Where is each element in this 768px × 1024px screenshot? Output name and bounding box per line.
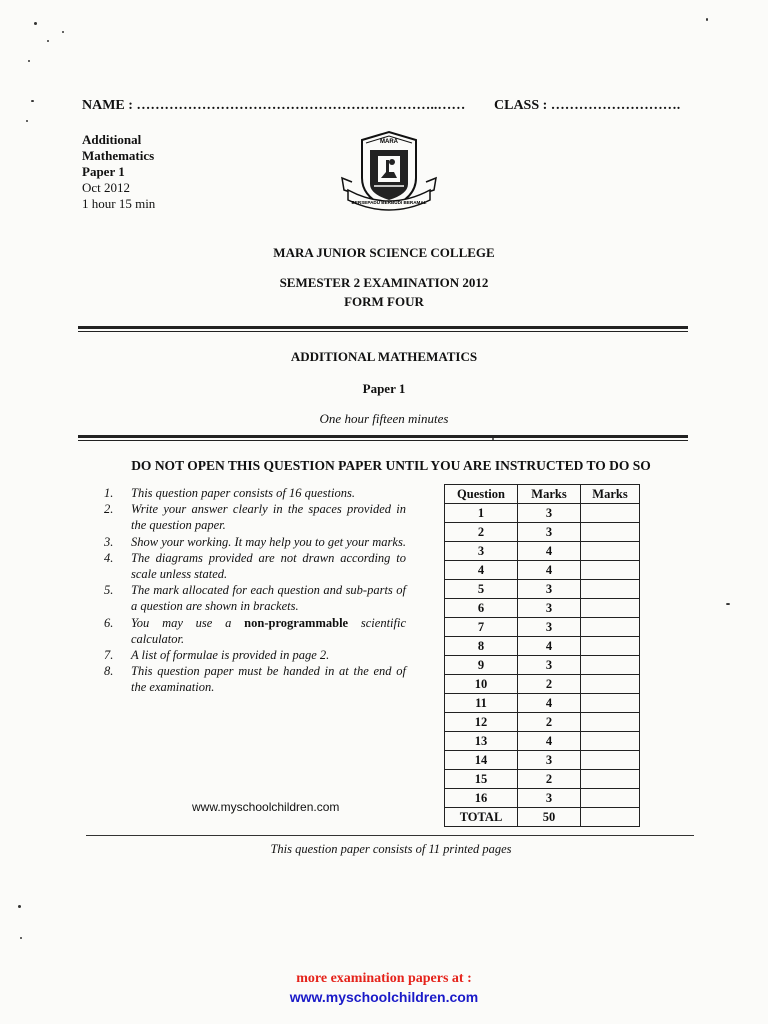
instruction-item (104, 582, 406, 614)
obtained-marks-cell[interactable] (581, 675, 640, 694)
college-name: MARA JUNIOR SCIENCE COLLEGE (273, 245, 495, 260)
instruction-number: 6. (104, 615, 114, 630)
allocated-marks: 3 (518, 656, 581, 675)
scan-speck (47, 40, 49, 42)
allocated-marks: 3 (518, 580, 581, 599)
table-row (445, 580, 640, 599)
table-row (445, 523, 640, 542)
allocated-marks: 3 (518, 504, 581, 523)
allocated-marks: 3 (518, 599, 581, 618)
instruction-number: 3. (104, 534, 114, 549)
table-row (445, 561, 640, 580)
double-rule-bottom-1 (78, 435, 688, 438)
paper-number: Paper 1 (362, 381, 406, 396)
instruction-number: 4. (104, 550, 114, 565)
obtained-marks-cell[interactable] (581, 770, 640, 789)
table-row (445, 694, 640, 713)
scan-speck (62, 31, 64, 33)
question-number: 4 (445, 561, 518, 580)
allocated-marks: 4 (518, 732, 581, 751)
scan-speck (34, 22, 37, 25)
instruction-item (104, 647, 406, 663)
question-number: 12 (445, 713, 518, 732)
table-row (445, 713, 640, 732)
instruction-text-before: You may use a (131, 615, 232, 630)
column-header-marks-obtained: Marks (581, 485, 640, 504)
question-number: 8 (445, 637, 518, 656)
instruction-number: 2. (104, 502, 114, 517)
form-level: FORM FOUR (344, 294, 424, 309)
subject-title: ADDITIONAL MATHEMATICS (290, 349, 478, 364)
instruction-number: 1. (104, 486, 114, 500)
question-number: 9 (445, 656, 518, 675)
question-number: 11 (445, 694, 518, 713)
obtained-marks-cell[interactable] (581, 504, 640, 523)
obtained-marks-cell[interactable] (581, 789, 640, 808)
allocated-marks: 3 (518, 751, 581, 770)
allocated-marks: 3 (518, 789, 581, 808)
footer-rule (86, 835, 694, 836)
allocated-marks: 4 (518, 694, 581, 713)
instruction-item (104, 534, 406, 550)
printed-pages-note: This question paper consists of 11 printed pages (270, 842, 512, 856)
instruction-item (104, 550, 406, 582)
table-row (445, 618, 640, 637)
allocated-marks: 4 (518, 637, 581, 656)
obtained-marks-cell[interactable] (581, 580, 640, 599)
double-rule-bottom-2 (78, 440, 688, 441)
table-row (445, 637, 640, 656)
obtained-marks-cell[interactable] (581, 561, 640, 580)
meta-paper: Paper 1 (82, 164, 125, 179)
instruction-text: The mark allocated for each question and sub-parts of a question are shown in brackets. (131, 583, 406, 614)
scan-speck (706, 18, 708, 21)
question-number: 15 (445, 770, 518, 789)
table-row (445, 770, 640, 789)
obtained-marks-cell[interactable] (581, 523, 640, 542)
instruction-text-bold: non-programmable (244, 615, 349, 630)
obtained-marks-cell[interactable] (581, 732, 640, 751)
instruction-item (104, 485, 406, 501)
paper-meta (82, 132, 155, 212)
promo-text: more examination papers at : (296, 971, 472, 986)
column-header-question: Question (445, 485, 518, 504)
table-row (445, 504, 640, 523)
class-field-line: CLASS : ………………………. (494, 98, 681, 113)
obtained-marks-cell[interactable] (581, 542, 640, 561)
instructions-list (104, 485, 406, 696)
table-row (445, 751, 640, 770)
column-header-marks: Marks (518, 485, 581, 504)
question-number: 13 (445, 732, 518, 751)
table-row (445, 542, 640, 561)
allocated-marks: 3 (518, 523, 581, 542)
exam-title: SEMESTER 2 EXAMINATION 2012 (279, 275, 489, 290)
instruction-text: The diagrams provided are not drawn according to scale unless stated. (131, 550, 406, 582)
scan-speck (28, 60, 30, 62)
question-number: 5 (445, 580, 518, 599)
obtained-marks-cell[interactable] (581, 713, 640, 732)
obtained-marks-cell[interactable] (581, 618, 640, 637)
question-number: 14 (445, 751, 518, 770)
instruction-text: This question paper must be handed in at the end of the examination. (131, 664, 406, 695)
logo-ribbon-text: BERSEPADU BERBUDI BERAMAL (351, 200, 427, 205)
instruction-number: 5. (104, 583, 114, 598)
allocated-marks: 2 (518, 770, 581, 789)
double-rule-top-2 (78, 331, 688, 332)
obtained-marks-cell[interactable] (581, 751, 640, 770)
logo-top-text: MARA (380, 139, 398, 145)
table-row (445, 732, 640, 751)
duration-text: One hour fifteen minutes (319, 411, 449, 426)
instruction-text: A list of formulae is provided in page 2. (131, 648, 330, 663)
allocated-marks: 3 (518, 618, 581, 637)
question-number: 7 (445, 618, 518, 637)
total-label: TOTAL (445, 808, 518, 827)
table-row (445, 599, 640, 618)
question-number: 6 (445, 599, 518, 618)
allocated-marks: 4 (518, 561, 581, 580)
double-rule-top-1 (78, 326, 688, 329)
total-marks: 50 (518, 808, 581, 827)
table-header-row (445, 485, 640, 504)
promo-url-link[interactable]: www.myschoolchildren.com (289, 989, 479, 1005)
meta-subject-line1: Additional (82, 132, 142, 147)
instruction-item (104, 663, 406, 695)
allocated-marks: 2 (518, 675, 581, 694)
instruction-item (104, 501, 406, 533)
scan-speck (26, 120, 28, 122)
meta-subject-line2: Mathematics (82, 148, 155, 163)
marks-table-body (445, 504, 640, 808)
instruction-text: Show your working. It may help you to get your marks. (131, 534, 406, 549)
table-row (445, 656, 640, 675)
table-total-row (445, 808, 640, 827)
instruction-item (104, 615, 406, 647)
table-row (445, 789, 640, 808)
instruction-number: 8. (104, 664, 114, 679)
question-number: 1 (445, 504, 518, 523)
mara-crest-logo (334, 128, 444, 216)
meta-duration: 1 hour 15 min (82, 196, 156, 211)
scan-speck (18, 905, 21, 908)
instruction-text-after: scientific calculator. (131, 615, 407, 646)
instruction-text: This question paper consists of 16 questions. (131, 486, 355, 500)
name-field-line: NAME : ………………………………………………………..…… (82, 98, 466, 113)
question-number: 16 (445, 789, 518, 808)
question-number: 2 (445, 523, 518, 542)
scan-speck (31, 100, 34, 102)
table-row (445, 675, 640, 694)
website-url-mid: www.myschoolchildren.com (192, 800, 340, 814)
do-not-open-warning: DO NOT OPEN THIS QUESTION PAPER UNTIL YOU ARE INSTRUCTED TO DO SO (131, 458, 651, 473)
total-marks-obtained-cell[interactable] (581, 808, 640, 827)
marks-table (444, 484, 640, 827)
question-number: 10 (445, 675, 518, 694)
instruction-number: 7. (104, 648, 114, 663)
allocated-marks: 4 (518, 542, 581, 561)
meta-date: Oct 2012 (82, 180, 131, 195)
obtained-marks-cell[interactable] (581, 694, 640, 713)
instruction-text: Write your answer clearly in the spaces provided in the question paper. (131, 502, 406, 533)
obtained-marks-cell[interactable] (581, 599, 640, 618)
obtained-marks-cell[interactable] (581, 637, 640, 656)
allocated-marks: 2 (518, 713, 581, 732)
obtained-marks-cell[interactable] (581, 656, 640, 675)
question-number: 3 (445, 542, 518, 561)
scan-speck (20, 937, 22, 939)
scan-speck (726, 603, 730, 605)
